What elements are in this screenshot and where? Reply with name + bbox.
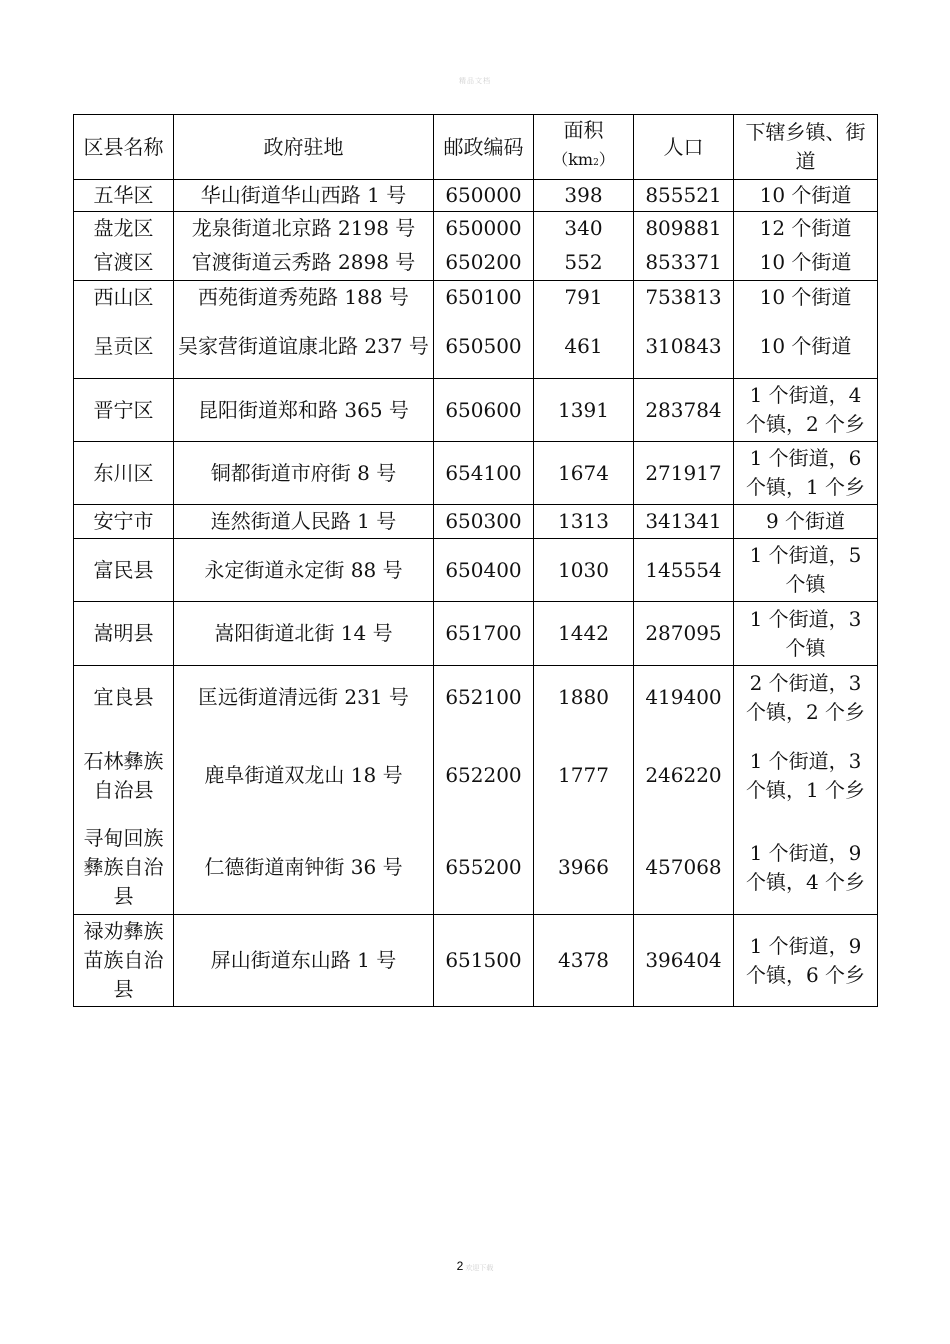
cell-name: 呈贡区 (74, 315, 174, 379)
cell-area: 340 (534, 212, 634, 246)
table-row (74, 315, 878, 379)
cell-area: 3966 (534, 822, 634, 915)
cell-name: 官渡区 (74, 246, 174, 281)
cell-divisions: 1 个街道，3 个镇 (734, 602, 878, 666)
cell-postal: 650500 (434, 315, 534, 379)
cell-area: 552 (534, 246, 634, 281)
table-row (74, 180, 878, 212)
cell-population: 145554 (634, 539, 734, 602)
table-row (74, 730, 878, 822)
area-unit-sup: 2 (593, 158, 599, 168)
cell-area: 1777 (534, 730, 634, 822)
district-table (73, 114, 878, 1007)
cell-area: 461 (534, 315, 634, 379)
table-header-row (74, 115, 878, 180)
cell-area: 1880 (534, 666, 634, 730)
cell-population: 809881 (634, 212, 734, 246)
cell-population: 457068 (634, 822, 734, 915)
cell-seat: 华山街道华山西路 1 号 (174, 180, 434, 212)
cell-divisions: 1 个街道，3 个镇，1 个乡 (734, 730, 878, 822)
header-seat: 政府驻地 (174, 115, 434, 180)
footer-watermark: 欢迎下载 (465, 1264, 494, 1272)
cell-name: 嵩明县 (74, 602, 174, 666)
table-row (74, 505, 878, 539)
cell-seat: 西苑街道秀苑路 188 号 (174, 281, 434, 315)
cell-postal: 650200 (434, 246, 534, 281)
header-area (534, 115, 634, 180)
cell-name: 禄劝彝族苗族自治县 (74, 915, 174, 1007)
table-row (74, 822, 878, 915)
table-row (74, 281, 878, 315)
cell-divisions: 1 个街道，9 个镇，6 个乡 (734, 915, 878, 1007)
cell-seat: 吴家营街道谊康北路 237 号 (174, 315, 434, 379)
header-divisions: 下辖乡镇、街道 (734, 115, 878, 180)
table-row (74, 666, 878, 730)
area-unit-close: ） (598, 150, 615, 169)
cell-seat: 铜都街道市府街 8 号 (174, 442, 434, 505)
cell-postal: 650100 (434, 281, 534, 315)
cell-postal: 650600 (434, 379, 534, 442)
header-area-unit (538, 145, 629, 178)
cell-seat: 官渡街道云秀路 2898 号 (174, 246, 434, 281)
cell-seat: 龙泉街道北京路 2198 号 (174, 212, 434, 246)
cell-postal: 650000 (434, 212, 534, 246)
cell-name: 安宁市 (74, 505, 174, 539)
cell-postal: 650300 (434, 505, 534, 539)
cell-postal: 654100 (434, 442, 534, 505)
cell-postal: 650000 (434, 180, 534, 212)
cell-area: 1674 (534, 442, 634, 505)
area-unit-text: （km (552, 150, 594, 169)
cell-seat: 鹿阜街道双龙山 18 号 (174, 730, 434, 822)
cell-divisions: 1 个街道，9 个镇，4 个乡 (734, 822, 878, 915)
cell-postal: 652100 (434, 666, 534, 730)
cell-population: 283784 (634, 379, 734, 442)
cell-name: 宜良县 (74, 666, 174, 730)
table-row (74, 442, 878, 505)
cell-area: 791 (534, 281, 634, 315)
cell-divisions: 10 个街道 (734, 246, 878, 281)
table-row (74, 915, 878, 1007)
cell-postal: 650400 (434, 539, 534, 602)
table-row (74, 539, 878, 602)
cell-area: 398 (534, 180, 634, 212)
cell-divisions: 10 个街道 (734, 281, 878, 315)
cell-divisions: 10 个街道 (734, 180, 878, 212)
cell-seat: 昆阳街道郑和路 365 号 (174, 379, 434, 442)
cell-divisions: 9 个街道 (734, 505, 878, 539)
page-number: 2 (456, 1259, 464, 1273)
table-row (74, 246, 878, 281)
cell-area: 1313 (534, 505, 634, 539)
cell-name: 富民县 (74, 539, 174, 602)
cell-divisions: 1 个街道，5 个镇 (734, 539, 878, 602)
cell-postal: 651700 (434, 602, 534, 666)
cell-divisions: 2 个街道，3 个镇，2 个乡 (734, 666, 878, 730)
cell-name: 五华区 (74, 180, 174, 212)
cell-name: 晋宁区 (74, 379, 174, 442)
cell-seat: 连然街道人民路 1 号 (174, 505, 434, 539)
cell-area: 1391 (534, 379, 634, 442)
cell-area: 1442 (534, 602, 634, 666)
cell-divisions: 1 个街道，6 个镇，1 个乡 (734, 442, 878, 505)
cell-divisions: 10 个街道 (734, 315, 878, 379)
cell-name: 西山区 (74, 281, 174, 315)
cell-population: 853371 (634, 246, 734, 281)
cell-population: 287095 (634, 602, 734, 666)
cell-population: 310843 (634, 315, 734, 379)
cell-seat: 永定街道永定街 88 号 (174, 539, 434, 602)
cell-postal: 652200 (434, 730, 534, 822)
cell-population: 271917 (634, 442, 734, 505)
header-area-label: 面积 (563, 118, 604, 142)
page-footer (0, 1259, 950, 1273)
cell-population: 246220 (634, 730, 734, 822)
cell-seat: 匡远街道清远街 231 号 (174, 666, 434, 730)
cell-name: 寻甸回族彝族自治县 (74, 822, 174, 915)
cell-seat: 屏山街道东山路 1 号 (174, 915, 434, 1007)
cell-population: 753813 (634, 281, 734, 315)
table-row (74, 212, 878, 246)
cell-population: 855521 (634, 180, 734, 212)
header-watermark: 精品文档 (459, 77, 491, 85)
cell-area: 1030 (534, 539, 634, 602)
header-postal: 邮政编码 (434, 115, 534, 180)
cell-seat: 嵩阳街道北街 14 号 (174, 602, 434, 666)
header-population: 人口 (634, 115, 734, 180)
table-row (74, 379, 878, 442)
header-name: 区县名称 (74, 115, 174, 180)
cell-population: 396404 (634, 915, 734, 1007)
cell-name: 东川区 (74, 442, 174, 505)
cell-population: 419400 (634, 666, 734, 730)
cell-postal: 651500 (434, 915, 534, 1007)
cell-population: 341341 (634, 505, 734, 539)
cell-postal: 655200 (434, 822, 534, 915)
cell-name: 盘龙区 (74, 212, 174, 246)
cell-name: 石林彝族自治县 (74, 730, 174, 822)
table-row (74, 602, 878, 666)
cell-area: 4378 (534, 915, 634, 1007)
cell-seat: 仁德街道南钟街 36 号 (174, 822, 434, 915)
cell-divisions: 12 个街道 (734, 212, 878, 246)
cell-divisions: 1 个街道，4 个镇，2 个乡 (734, 379, 878, 442)
